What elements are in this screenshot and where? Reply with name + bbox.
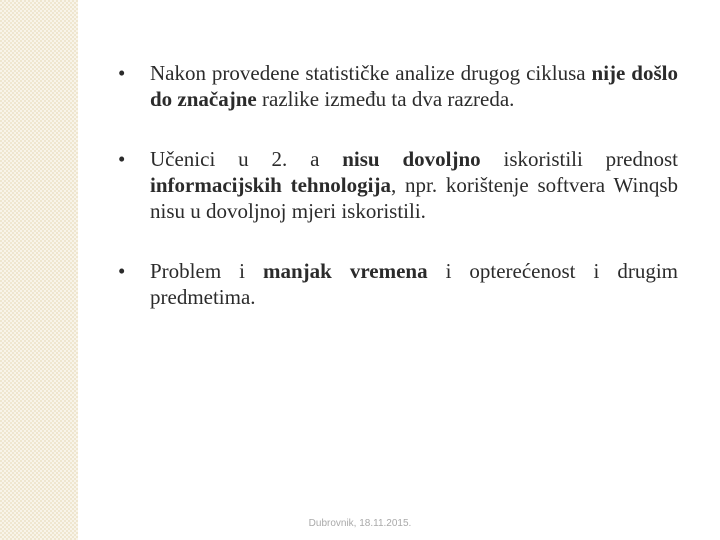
bullet-text-bold: manjak vremena (262, 259, 428, 283)
bullet-dot-icon: • (118, 259, 126, 283)
bullet-text-part: Problem i (150, 259, 263, 283)
bullet-text-part: i opterećenost i drugim predmetima. (150, 259, 678, 309)
bullet-dot-icon: • (118, 147, 126, 171)
bullet-text-bold: nije došlo do značajne (150, 61, 678, 111)
bullet-text-part: Učenici u 2. a (150, 147, 343, 171)
decorative-side-band (0, 0, 78, 540)
bullet-item (118, 146, 678, 224)
bullet-text (150, 60, 678, 112)
bullet-text-part: razlike između ta dva razreda. (256, 87, 515, 111)
bullet-text-bold: informacijskih tehnologija (150, 173, 391, 197)
bullet-dot-icon: • (118, 61, 126, 85)
bullet-list (118, 58, 678, 310)
bullet-item (118, 60, 678, 112)
bullet-text (150, 258, 678, 310)
bullet-text (150, 146, 678, 224)
bullet-text-part: Nakon provedene statističke analize drugog ciklusa (150, 61, 592, 85)
bullet-item (118, 258, 678, 310)
footer-text: Dubrovnik, 18.11.2015. (308, 518, 412, 529)
bullet-text-bold: nisu dovoljno (342, 147, 481, 171)
bullet-text-part: iskoristili prednost (480, 147, 678, 171)
bullet-text-part: , npr. korištenje softvera Winqsb nisu u dovoljnoj mjeri iskoristili. (150, 173, 679, 223)
